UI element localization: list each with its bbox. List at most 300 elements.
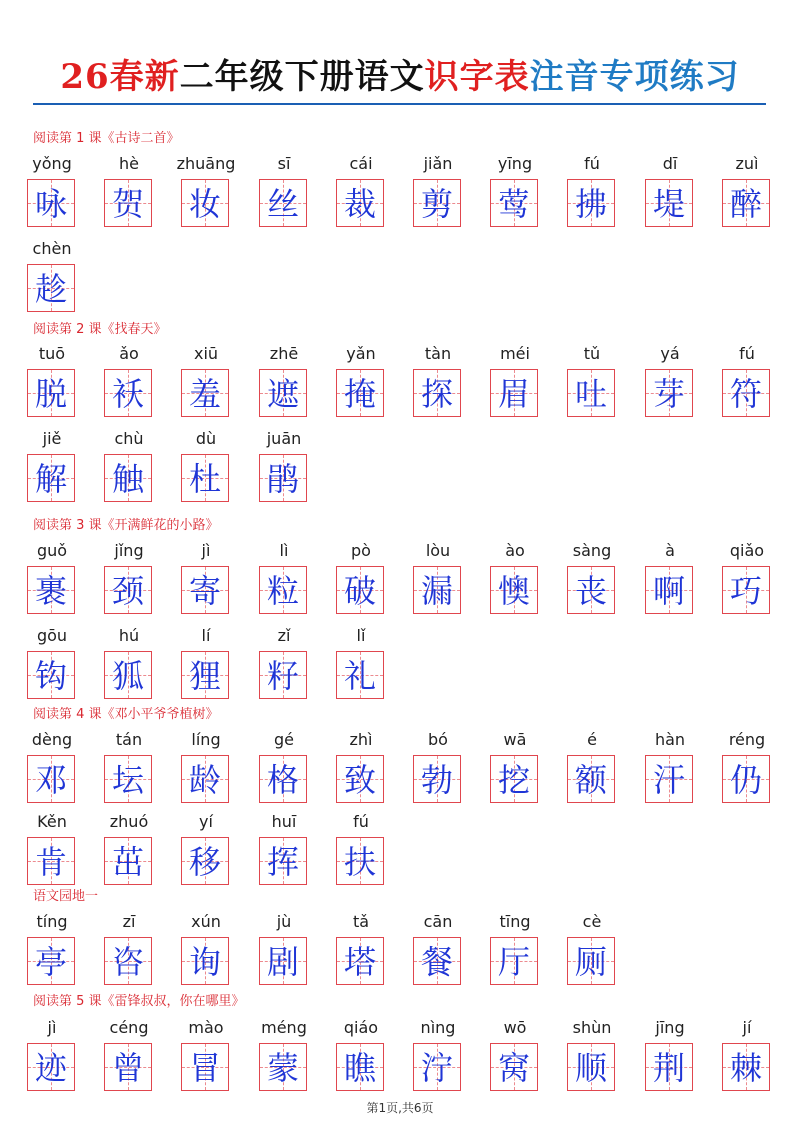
character-item xyxy=(181,813,231,893)
hanzi-character: 拂 xyxy=(574,185,607,223)
character-item xyxy=(104,345,154,425)
pinyin-label: zī xyxy=(122,912,136,931)
tianzige-box xyxy=(27,179,75,227)
tianzige-box xyxy=(413,937,461,985)
pinyin-label: jiě xyxy=(42,429,62,448)
tianzige-box xyxy=(181,837,229,885)
tianzige-box xyxy=(259,179,307,227)
character-item xyxy=(645,155,695,235)
tianzige-box xyxy=(181,651,229,699)
hanzi-character: 邓 xyxy=(34,761,67,799)
character-item xyxy=(722,542,772,622)
tianzige-box xyxy=(567,755,615,803)
hanzi-character: 触 xyxy=(111,460,144,498)
character-item xyxy=(413,345,463,425)
character-item xyxy=(722,155,772,235)
hanzi-character: 瞧 xyxy=(343,1049,376,1087)
pinyin-label: zuì xyxy=(735,154,759,173)
tianzige-box xyxy=(181,937,229,985)
character-item xyxy=(645,1019,695,1099)
tianzige-box xyxy=(181,566,229,614)
pinyin-label: fú xyxy=(584,154,600,173)
title-underline xyxy=(33,103,766,105)
character-item xyxy=(176,154,236,235)
section-label: 阅读第 4 课《邓小平爷爷植树》 xyxy=(33,707,219,722)
character-item xyxy=(104,155,154,235)
pinyin-label: shùn xyxy=(572,1018,612,1037)
hanzi-character: 巧 xyxy=(729,572,762,610)
page-title xyxy=(0,48,800,106)
tianzige-box xyxy=(336,369,384,417)
section-label: 阅读第 2 课《找春天》 xyxy=(33,322,167,337)
hanzi-character: 寄 xyxy=(188,572,221,610)
character-item xyxy=(27,430,77,510)
tianzige-box xyxy=(181,369,229,417)
hanzi-character: 曾 xyxy=(111,1049,144,1087)
pinyin-label: yá xyxy=(660,344,680,363)
hanzi-character: 荆 xyxy=(652,1049,685,1087)
pinyin-label: yǒng xyxy=(32,154,72,173)
hanzi-character: 泞 xyxy=(420,1049,453,1087)
tianzige-box xyxy=(413,1043,461,1091)
hanzi-character: 塔 xyxy=(343,943,376,981)
pinyin-label: tán xyxy=(115,730,143,749)
hanzi-character: 籽 xyxy=(266,657,299,695)
character-row xyxy=(27,345,777,425)
hanzi-character: 掩 xyxy=(343,375,376,413)
pinyin-label: qiǎo xyxy=(729,541,765,560)
pinyin-label: tǔ xyxy=(583,344,601,363)
pinyin-label: tàn xyxy=(424,344,452,363)
tianzige-box xyxy=(27,264,75,312)
pinyin-label: jǐng xyxy=(114,541,144,560)
pinyin-label: chù xyxy=(114,429,144,448)
hanzi-character: 迹 xyxy=(34,1049,67,1087)
hanzi-character: 仍 xyxy=(729,761,762,799)
hanzi-character: 棘 xyxy=(729,1049,762,1087)
hanzi-character: 鹃 xyxy=(266,460,299,498)
pinyin-label: bó xyxy=(428,730,448,749)
hanzi-character: 剪 xyxy=(420,185,453,223)
character-item xyxy=(104,813,154,893)
hanzi-character: 询 xyxy=(188,943,221,981)
character-item xyxy=(27,542,77,622)
character-item xyxy=(259,1019,309,1099)
tianzige-box xyxy=(336,651,384,699)
hanzi-character: 袄 xyxy=(111,375,144,413)
pinyin-label: guǒ xyxy=(36,541,68,560)
tianzige-box xyxy=(259,837,307,885)
character-item xyxy=(567,1019,617,1099)
tianzige-box xyxy=(27,1043,75,1091)
character-item xyxy=(645,731,695,811)
pinyin-label: zhē xyxy=(269,344,299,363)
pinyin-label: lǐ xyxy=(356,626,366,645)
tianzige-box xyxy=(181,179,229,227)
title-part-3: 识字表 xyxy=(424,57,530,97)
pinyin-label: qiáo xyxy=(343,1018,379,1037)
pinyin-label: tīng xyxy=(499,912,531,931)
character-item xyxy=(722,1019,772,1099)
tianzige-box xyxy=(645,566,693,614)
hanzi-character: 移 xyxy=(188,843,221,881)
hanzi-character: 解 xyxy=(34,460,67,498)
character-item xyxy=(413,542,463,622)
character-item xyxy=(413,155,463,235)
character-item xyxy=(336,627,386,707)
tianzige-box xyxy=(104,837,152,885)
character-item xyxy=(490,542,540,622)
hanzi-character: 啊 xyxy=(652,572,685,610)
pinyin-label: céng xyxy=(109,1018,149,1037)
hanzi-character: 丧 xyxy=(574,572,607,610)
character-item xyxy=(413,1019,463,1099)
character-item xyxy=(259,813,309,893)
character-item xyxy=(181,345,231,425)
tianzige-box xyxy=(259,937,307,985)
section-label: 阅读第 3 课《开满鲜花的小路》 xyxy=(33,518,219,533)
pinyin-label: dèng xyxy=(31,730,73,749)
tianzige-box xyxy=(27,937,75,985)
pinyin-label: tǎ xyxy=(352,912,370,931)
tianzige-box xyxy=(336,755,384,803)
hanzi-character: 贺 xyxy=(111,185,144,223)
character-item xyxy=(567,542,617,622)
hanzi-character: 勃 xyxy=(420,761,453,799)
tianzige-box xyxy=(27,566,75,614)
tianzige-box xyxy=(104,755,152,803)
character-item xyxy=(259,913,309,993)
character-item xyxy=(336,542,386,622)
tianzige-box xyxy=(27,651,75,699)
pinyin-label: sī xyxy=(277,154,291,173)
pinyin-label: réng xyxy=(728,730,766,749)
pinyin-label: jì xyxy=(47,1018,57,1037)
tianzige-box xyxy=(567,1043,615,1091)
hanzi-character: 狐 xyxy=(111,657,144,695)
pinyin-label: zhuāng xyxy=(176,154,236,173)
character-row xyxy=(27,155,777,235)
character-item xyxy=(259,345,309,425)
section-label: 阅读第 1 课《古诗二首》 xyxy=(33,131,180,146)
hanzi-character: 龄 xyxy=(188,761,221,799)
tianzige-box xyxy=(259,454,307,502)
character-row xyxy=(27,1019,777,1099)
character-item xyxy=(27,913,77,993)
tianzige-box xyxy=(336,566,384,614)
character-row xyxy=(27,430,777,510)
hanzi-character: 钩 xyxy=(34,657,67,695)
tianzige-box xyxy=(722,566,770,614)
hanzi-character: 挖 xyxy=(497,761,530,799)
hanzi-character: 剧 xyxy=(266,943,299,981)
character-item xyxy=(27,345,77,425)
character-row xyxy=(27,913,777,993)
pinyin-label: gé xyxy=(274,730,294,749)
tianzige-box xyxy=(490,1043,538,1091)
hanzi-character: 趁 xyxy=(34,270,67,308)
hanzi-character: 吐 xyxy=(574,375,607,413)
tianzige-box xyxy=(336,1043,384,1091)
character-item xyxy=(722,731,772,811)
character-item xyxy=(27,1019,77,1099)
pinyin-label: líng xyxy=(191,730,221,749)
hanzi-character: 丝 xyxy=(266,185,299,223)
hanzi-character: 符 xyxy=(729,375,762,413)
pinyin-label: jù xyxy=(276,912,292,931)
hanzi-character: 芽 xyxy=(652,375,685,413)
character-item xyxy=(722,345,772,425)
pinyin-label: sàng xyxy=(572,541,612,560)
hanzi-character: 扶 xyxy=(343,843,376,881)
hanzi-character: 致 xyxy=(343,761,376,799)
tianzige-box xyxy=(336,179,384,227)
character-item xyxy=(27,813,77,893)
tianzige-box xyxy=(259,566,307,614)
character-item xyxy=(336,155,386,235)
tianzige-box xyxy=(413,179,461,227)
hanzi-character: 礼 xyxy=(343,657,376,695)
tianzige-box xyxy=(181,454,229,502)
hanzi-character: 杜 xyxy=(188,460,221,498)
character-item xyxy=(490,155,540,235)
character-item xyxy=(259,627,309,707)
hanzi-character: 懊 xyxy=(497,572,530,610)
pinyin-label: zhuó xyxy=(109,812,149,831)
tianzige-box xyxy=(413,755,461,803)
tianzige-box xyxy=(567,369,615,417)
hanzi-character: 窝 xyxy=(497,1049,530,1087)
pinyin-label: cān xyxy=(423,912,453,931)
character-item xyxy=(336,1019,386,1099)
character-item xyxy=(490,345,540,425)
character-item xyxy=(413,913,463,993)
pinyin-label: mào xyxy=(188,1018,224,1037)
hanzi-character: 裹 xyxy=(34,572,67,610)
pinyin-label: hú xyxy=(118,626,140,645)
pinyin-label: yǎn xyxy=(346,344,376,363)
hanzi-character: 探 xyxy=(420,375,453,413)
character-item xyxy=(567,155,617,235)
hanzi-character: 脱 xyxy=(34,375,67,413)
pinyin-label: à xyxy=(665,541,675,560)
character-item xyxy=(104,913,154,993)
pinyin-label: jì xyxy=(201,541,211,560)
pinyin-label: chèn xyxy=(32,239,72,258)
tianzige-box xyxy=(490,179,538,227)
tianzige-box xyxy=(104,1043,152,1091)
tianzige-box xyxy=(336,837,384,885)
hanzi-character: 厕 xyxy=(574,943,607,981)
tianzige-box xyxy=(413,566,461,614)
tianzige-box xyxy=(104,369,152,417)
title-part-1: 26春新 xyxy=(60,57,180,97)
hanzi-character: 醉 xyxy=(729,185,762,223)
character-item xyxy=(567,345,617,425)
pinyin-label: ǎo xyxy=(119,344,139,363)
pinyin-label: huī xyxy=(271,812,297,831)
character-item xyxy=(336,913,386,993)
pinyin-label: dī xyxy=(662,154,678,173)
character-row xyxy=(27,240,777,320)
tianzige-box xyxy=(722,1043,770,1091)
pinyin-label: tuō xyxy=(38,344,66,363)
pinyin-label: wā xyxy=(503,730,527,749)
tianzige-box xyxy=(645,1043,693,1091)
character-row xyxy=(27,542,777,622)
hanzi-character: 眉 xyxy=(497,375,530,413)
hanzi-character: 破 xyxy=(343,572,376,610)
pinyin-label: yí xyxy=(199,812,213,831)
character-item xyxy=(181,542,231,622)
hanzi-character: 餐 xyxy=(420,943,453,981)
pinyin-label: jiǎn xyxy=(423,154,453,173)
character-item xyxy=(259,731,309,811)
pinyin-label: méi xyxy=(500,344,530,363)
tianzige-box xyxy=(104,566,152,614)
tianzige-box xyxy=(490,937,538,985)
hanzi-character: 狸 xyxy=(188,657,221,695)
tianzige-box xyxy=(722,755,770,803)
hanzi-character: 羞 xyxy=(188,375,221,413)
tianzige-box xyxy=(336,937,384,985)
character-item xyxy=(181,430,231,510)
tianzige-box xyxy=(567,937,615,985)
hanzi-character: 漏 xyxy=(420,572,453,610)
character-item xyxy=(104,542,154,622)
character-item xyxy=(104,1019,154,1099)
pinyin-label: pò xyxy=(351,541,371,560)
pinyin-label: lí xyxy=(201,626,211,645)
tianzige-box xyxy=(181,1043,229,1091)
tianzige-box xyxy=(490,369,538,417)
hanzi-character: 肯 xyxy=(34,843,67,881)
hanzi-character: 亭 xyxy=(34,943,67,981)
hanzi-character: 颈 xyxy=(111,572,144,610)
pinyin-label: wō xyxy=(503,1018,527,1037)
pinyin-label: lòu xyxy=(425,541,451,560)
section-label: 阅读第 5 课《雷锋叔叔，你在哪里》 xyxy=(33,994,245,1009)
hanzi-character: 遮 xyxy=(266,375,299,413)
hanzi-character: 茁 xyxy=(111,843,144,881)
hanzi-character: 汗 xyxy=(652,761,685,799)
hanzi-character: 粒 xyxy=(266,572,299,610)
tianzige-box xyxy=(722,369,770,417)
pinyin-label: Kěn xyxy=(37,812,67,831)
character-item xyxy=(259,430,309,510)
page-footer: 第1页,共6页 xyxy=(366,1101,434,1115)
tianzige-box xyxy=(413,369,461,417)
pinyin-label: dù xyxy=(195,429,217,448)
pinyin-label: lì xyxy=(279,541,289,560)
character-item xyxy=(104,731,154,811)
character-item xyxy=(336,731,386,811)
character-item xyxy=(259,155,309,235)
pinyin-label: cè xyxy=(582,912,602,931)
pinyin-label: é xyxy=(587,730,597,749)
pinyin-label: hàn xyxy=(654,730,686,749)
tianzige-box xyxy=(490,755,538,803)
tianzige-box xyxy=(722,179,770,227)
pinyin-label: juān xyxy=(266,429,302,448)
character-item xyxy=(181,1019,231,1099)
character-item xyxy=(336,345,386,425)
tianzige-box xyxy=(181,755,229,803)
character-item xyxy=(490,913,540,993)
hanzi-character: 挥 xyxy=(266,843,299,881)
pinyin-label: méng xyxy=(261,1018,307,1037)
tianzige-box xyxy=(104,179,152,227)
character-row xyxy=(27,731,777,811)
character-item xyxy=(181,913,231,993)
tianzige-box xyxy=(567,566,615,614)
hanzi-character: 额 xyxy=(574,761,607,799)
character-item xyxy=(490,731,540,811)
tianzige-box xyxy=(104,937,152,985)
tianzige-box xyxy=(27,454,75,502)
tianzige-box xyxy=(259,1043,307,1091)
pinyin-label: jí xyxy=(742,1018,752,1037)
character-row xyxy=(27,627,777,707)
tianzige-box xyxy=(490,566,538,614)
character-item xyxy=(645,542,695,622)
pinyin-label: cái xyxy=(349,154,373,173)
hanzi-character: 顺 xyxy=(574,1049,607,1087)
pinyin-label: fú xyxy=(353,812,369,831)
character-item xyxy=(27,155,77,235)
character-item xyxy=(27,627,77,707)
pinyin-label: jīng xyxy=(655,1018,685,1037)
tianzige-box xyxy=(104,651,152,699)
character-item xyxy=(104,627,154,707)
character-item xyxy=(27,731,77,811)
character-item xyxy=(181,731,231,811)
pinyin-label: zhì xyxy=(349,730,373,749)
tianzige-box xyxy=(645,179,693,227)
hanzi-character: 蒙 xyxy=(266,1049,299,1087)
pinyin-label: yīng xyxy=(497,154,533,173)
hanzi-character: 妆 xyxy=(188,185,221,223)
hanzi-character: 咏 xyxy=(34,185,67,223)
character-item xyxy=(567,731,617,811)
hanzi-character: 咨 xyxy=(111,943,144,981)
tianzige-box xyxy=(645,755,693,803)
pinyin-label: fú xyxy=(739,344,755,363)
character-item xyxy=(490,1019,540,1099)
pinyin-label: gōu xyxy=(36,626,68,645)
character-item xyxy=(259,542,309,622)
pinyin-label: ào xyxy=(505,541,525,560)
hanzi-character: 坛 xyxy=(111,761,144,799)
title-part-2: 二年级下册语文 xyxy=(179,57,425,97)
pinyin-label: hè xyxy=(119,154,139,173)
tianzige-box xyxy=(27,837,75,885)
pinyin-label: zǐ xyxy=(277,626,291,645)
tianzige-box xyxy=(27,755,75,803)
pinyin-label: xún xyxy=(191,912,221,931)
tianzige-box xyxy=(567,179,615,227)
character-item xyxy=(181,627,231,707)
pinyin-label: tíng xyxy=(36,912,68,931)
section-label: 语文园地一 xyxy=(33,889,99,904)
hanzi-character: 莺 xyxy=(497,185,530,223)
character-item xyxy=(645,345,695,425)
hanzi-character: 厅 xyxy=(497,943,530,981)
tianzige-box xyxy=(259,651,307,699)
hanzi-character: 堤 xyxy=(652,185,685,223)
character-item xyxy=(413,731,463,811)
tianzige-box xyxy=(27,369,75,417)
